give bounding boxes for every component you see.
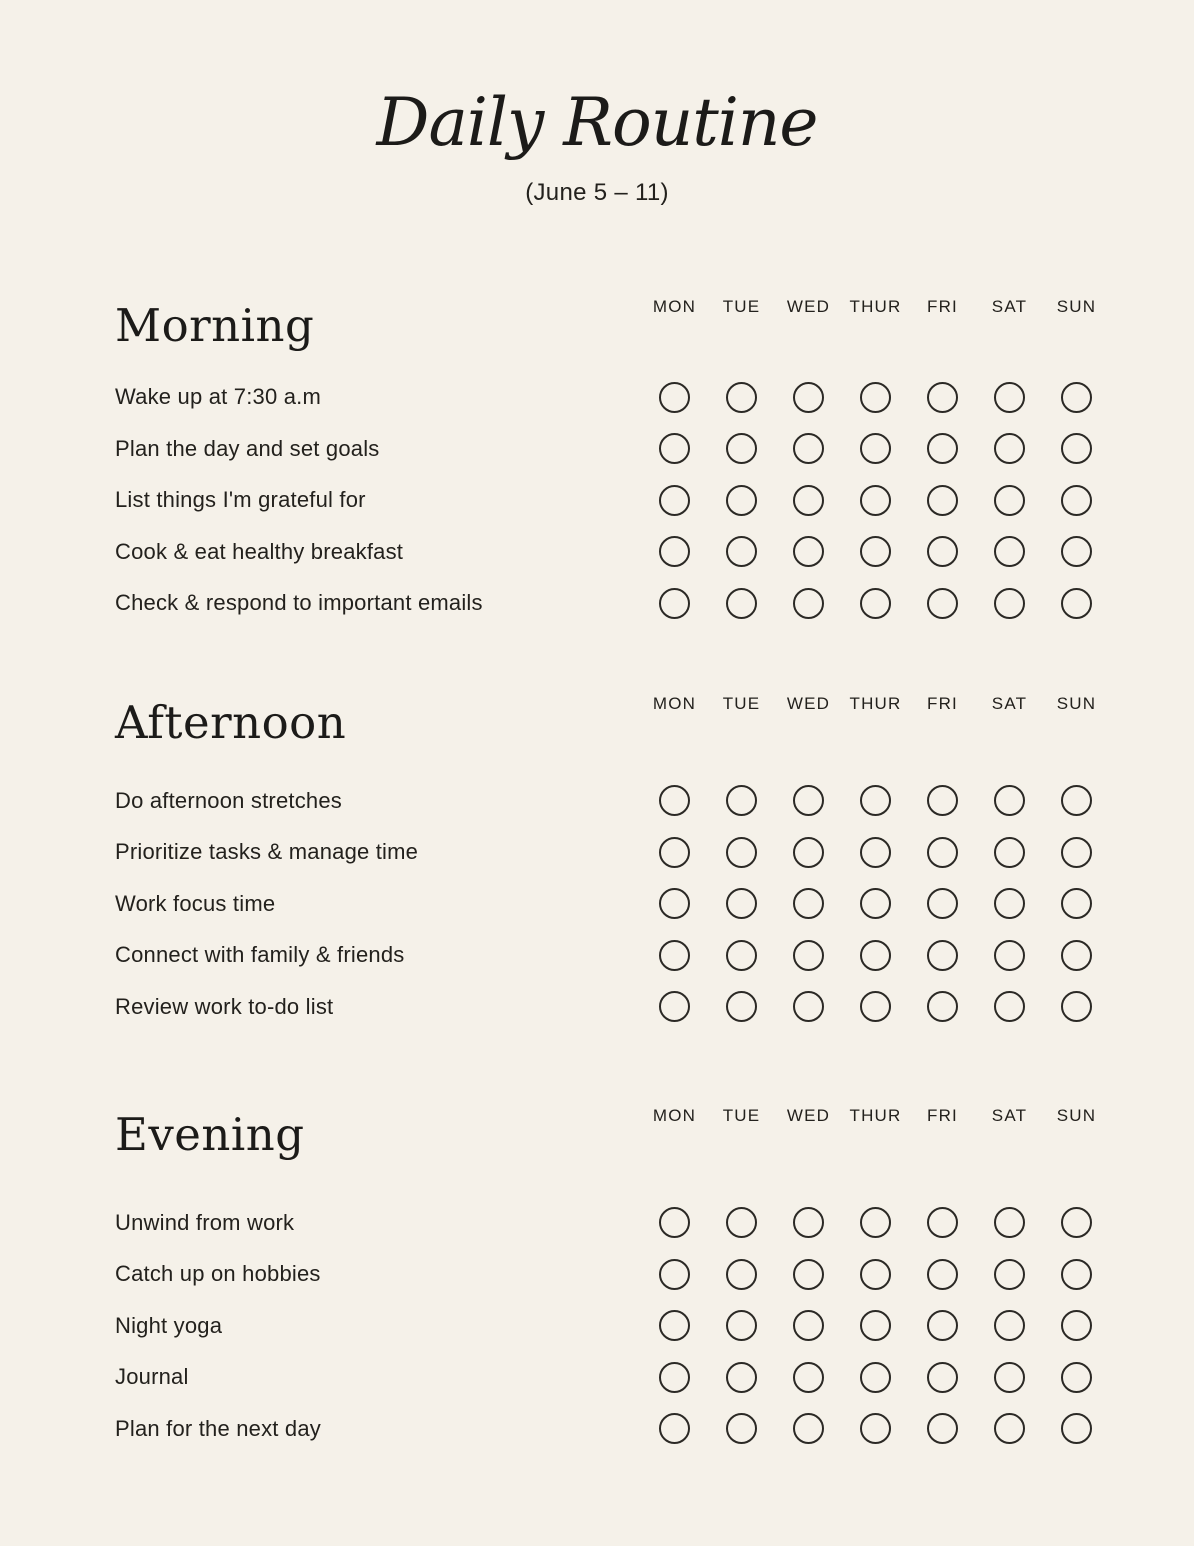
checkbox-grid bbox=[641, 837, 1110, 868]
checkbox-cell bbox=[1043, 536, 1110, 567]
day-checkbox-circle[interactable] bbox=[726, 991, 757, 1022]
checkbox-grid bbox=[641, 588, 1110, 619]
task-row bbox=[115, 526, 1110, 578]
checkbox-grid bbox=[641, 536, 1110, 567]
day-checkbox-circle[interactable] bbox=[726, 1310, 757, 1341]
day-checkbox-circle[interactable] bbox=[927, 588, 958, 619]
checkbox-cell bbox=[909, 940, 976, 971]
day-checkbox-circle[interactable] bbox=[793, 837, 824, 868]
checkbox-cell bbox=[775, 1362, 842, 1393]
day-checkbox-circle[interactable] bbox=[994, 785, 1025, 816]
checkbox-grid bbox=[641, 1310, 1110, 1341]
day-checkbox-circle[interactable] bbox=[659, 588, 690, 619]
day-label: SUN bbox=[1056, 296, 1097, 316]
checkbox-cell bbox=[708, 991, 775, 1022]
checkbox-grid bbox=[641, 1413, 1110, 1444]
day-checkbox-circle[interactable] bbox=[1061, 888, 1092, 919]
checkbox-cell bbox=[976, 1259, 1043, 1290]
sections bbox=[0, 295, 1194, 1455]
task-label: Check & respond to important emails bbox=[115, 590, 483, 616]
task-label: Do afternoon stretches bbox=[115, 787, 342, 813]
day-label: SUN bbox=[1056, 694, 1097, 714]
day-checkbox-circle[interactable] bbox=[927, 991, 958, 1022]
section-morning bbox=[115, 295, 1110, 629]
task-label: Plan for the next day bbox=[115, 1415, 321, 1441]
task-row bbox=[115, 372, 1110, 424]
task-label: Plan the day and set goals bbox=[115, 435, 380, 461]
checkbox-cell bbox=[775, 433, 842, 464]
checkbox-cell bbox=[1043, 1362, 1110, 1393]
checkbox-cell bbox=[641, 1362, 708, 1393]
day-checkbox-circle[interactable] bbox=[659, 1207, 690, 1238]
checkbox-cell bbox=[641, 991, 708, 1022]
checkbox-cell bbox=[909, 382, 976, 413]
checkbox-cell bbox=[976, 991, 1043, 1022]
day-checkbox-circle[interactable] bbox=[659, 536, 690, 567]
task-label: List things I'm grateful for bbox=[115, 487, 366, 513]
page-title: Daily Routine bbox=[376, 84, 818, 161]
checkbox-cell bbox=[1043, 991, 1110, 1022]
task-row bbox=[115, 1249, 1110, 1301]
day-checkbox-circle[interactable] bbox=[1061, 536, 1092, 567]
checkbox-cell bbox=[775, 940, 842, 971]
day-checkbox-circle[interactable] bbox=[726, 588, 757, 619]
day-checkbox-circle[interactable] bbox=[726, 382, 757, 413]
checkbox-cell bbox=[909, 1310, 976, 1341]
day-labels-row bbox=[641, 692, 1110, 714]
page-subtitle: (June 5 – 11) bbox=[525, 178, 669, 206]
day-checkbox-circle[interactable] bbox=[659, 1310, 690, 1341]
day-checkbox-circle[interactable] bbox=[659, 485, 690, 516]
checkbox-cell bbox=[775, 1207, 842, 1238]
checkbox-cell bbox=[842, 1362, 909, 1393]
checkbox-cell bbox=[708, 1362, 775, 1393]
task-row bbox=[115, 1403, 1110, 1455]
checkbox-grid bbox=[641, 382, 1110, 413]
checkbox-cell bbox=[1043, 888, 1110, 919]
task-row bbox=[115, 929, 1110, 981]
checkbox-cell bbox=[641, 1310, 708, 1341]
day-checkbox-circle[interactable] bbox=[793, 991, 824, 1022]
day-checkbox-circle[interactable] bbox=[659, 837, 690, 868]
checkbox-cell bbox=[842, 536, 909, 567]
day-checkbox-circle[interactable] bbox=[994, 1310, 1025, 1341]
day-checkbox-circle[interactable] bbox=[793, 485, 824, 516]
day-checkbox-circle[interactable] bbox=[1061, 588, 1092, 619]
day-checkbox-circle[interactable] bbox=[994, 1259, 1025, 1290]
checkbox-cell bbox=[976, 1207, 1043, 1238]
checkbox-cell bbox=[708, 536, 775, 567]
task-row bbox=[115, 475, 1110, 527]
day-checkbox-circle[interactable] bbox=[793, 536, 824, 567]
task-row bbox=[115, 1300, 1110, 1352]
checkbox-cell bbox=[708, 1207, 775, 1238]
checkbox-cell bbox=[909, 991, 976, 1022]
checkbox-cell bbox=[775, 1310, 842, 1341]
day-label: THUR bbox=[849, 296, 902, 316]
day-label: WED bbox=[786, 1106, 831, 1126]
day-checkbox-circle[interactable] bbox=[927, 888, 958, 919]
day-label: MON bbox=[652, 296, 697, 316]
task-row bbox=[115, 981, 1110, 1033]
checkbox-cell bbox=[775, 588, 842, 619]
day-checkbox-circle[interactable] bbox=[793, 785, 824, 816]
day-checkbox-circle[interactable] bbox=[927, 382, 958, 413]
task-label: Catch up on hobbies bbox=[115, 1261, 321, 1287]
day-checkbox-circle[interactable] bbox=[927, 940, 958, 971]
checkbox-cell bbox=[909, 433, 976, 464]
day-checkbox-circle[interactable] bbox=[1061, 991, 1092, 1022]
checkbox-cell bbox=[1043, 1259, 1110, 1290]
day-checkbox-circle[interactable] bbox=[659, 382, 690, 413]
page-header bbox=[0, 85, 1194, 207]
day-checkbox-circle[interactable] bbox=[1061, 837, 1092, 868]
day-checkbox-circle[interactable] bbox=[994, 485, 1025, 516]
day-checkbox-circle[interactable] bbox=[726, 888, 757, 919]
checkbox-cell bbox=[909, 837, 976, 868]
checkbox-cell bbox=[708, 837, 775, 868]
day-label: THUR bbox=[849, 1106, 902, 1126]
day-checkbox-circle[interactable] bbox=[726, 940, 757, 971]
checkbox-grid bbox=[641, 785, 1110, 816]
day-label: SAT bbox=[991, 296, 1028, 316]
day-checkbox-circle[interactable] bbox=[860, 485, 891, 516]
day-checkbox-circle[interactable] bbox=[793, 1259, 824, 1290]
day-labels-row bbox=[641, 1104, 1110, 1126]
day-checkbox-circle[interactable] bbox=[860, 837, 891, 868]
day-checkbox-circle[interactable] bbox=[793, 433, 824, 464]
checkbox-cell bbox=[641, 785, 708, 816]
checkbox-cell bbox=[976, 1310, 1043, 1341]
day-checkbox-circle[interactable] bbox=[726, 1362, 757, 1393]
day-checkbox-circle[interactable] bbox=[860, 1362, 891, 1393]
task-rows bbox=[115, 1197, 1110, 1455]
day-checkbox-circle[interactable] bbox=[1061, 485, 1092, 516]
checkbox-cell bbox=[641, 485, 708, 516]
day-checkbox-circle[interactable] bbox=[860, 785, 891, 816]
checkbox-cell bbox=[1043, 785, 1110, 816]
day-checkbox-circle[interactable] bbox=[860, 588, 891, 619]
day-checkbox-circle[interactable] bbox=[927, 433, 958, 464]
checkbox-cell bbox=[775, 991, 842, 1022]
day-checkbox-circle[interactable] bbox=[659, 1362, 690, 1393]
checkbox-cell bbox=[708, 588, 775, 619]
day-checkbox-circle[interactable] bbox=[793, 588, 824, 619]
checkbox-cell bbox=[909, 1362, 976, 1393]
section-head bbox=[115, 1104, 1110, 1161]
checkbox-cell bbox=[641, 888, 708, 919]
day-label: WED bbox=[786, 694, 831, 714]
day-checkbox-circle[interactable] bbox=[793, 1362, 824, 1393]
day-label: TUE bbox=[722, 296, 761, 316]
day-label: WED bbox=[786, 296, 831, 316]
day-label: TUE bbox=[722, 694, 761, 714]
checkbox-cell bbox=[842, 1413, 909, 1444]
task-label: Cook & eat healthy breakfast bbox=[115, 538, 404, 564]
day-checkbox-circle[interactable] bbox=[1061, 940, 1092, 971]
day-checkbox-circle[interactable] bbox=[1061, 1413, 1092, 1444]
checkbox-cell bbox=[1043, 940, 1110, 971]
day-label: THUR bbox=[849, 694, 902, 714]
day-checkbox-circle[interactable] bbox=[726, 1207, 757, 1238]
checkbox-cell bbox=[842, 1207, 909, 1238]
checkbox-cell bbox=[842, 433, 909, 464]
day-labels-row bbox=[641, 295, 1110, 317]
checkbox-cell bbox=[909, 1259, 976, 1290]
checkbox-cell bbox=[1043, 837, 1110, 868]
day-label: FRI bbox=[927, 1106, 958, 1126]
task-label: Prioritize tasks & manage time bbox=[115, 839, 419, 865]
day-checkbox-circle[interactable] bbox=[860, 1259, 891, 1290]
checkbox-cell bbox=[641, 588, 708, 619]
checkbox-cell bbox=[976, 888, 1043, 919]
day-checkbox-circle[interactable] bbox=[793, 1207, 824, 1238]
day-checkbox-circle[interactable] bbox=[927, 536, 958, 567]
day-checkbox-circle[interactable] bbox=[1061, 433, 1092, 464]
day-checkbox-circle[interactable] bbox=[994, 1207, 1025, 1238]
checkbox-cell bbox=[708, 485, 775, 516]
checkbox-cell bbox=[1043, 1207, 1110, 1238]
task-row bbox=[115, 1197, 1110, 1249]
day-checkbox-circle[interactable] bbox=[1061, 785, 1092, 816]
day-checkbox-circle[interactable] bbox=[860, 382, 891, 413]
checkbox-cell bbox=[842, 1310, 909, 1341]
task-label: Unwind from work bbox=[115, 1209, 295, 1235]
day-checkbox-circle[interactable] bbox=[793, 940, 824, 971]
checkbox-cell bbox=[641, 536, 708, 567]
checkbox-cell bbox=[976, 837, 1043, 868]
day-checkbox-circle[interactable] bbox=[994, 991, 1025, 1022]
day-checkbox-circle[interactable] bbox=[726, 536, 757, 567]
checkbox-cell bbox=[909, 485, 976, 516]
checkbox-cell bbox=[775, 1259, 842, 1290]
day-checkbox-circle[interactable] bbox=[1061, 1310, 1092, 1341]
checkbox-cell bbox=[976, 536, 1043, 567]
checkbox-cell bbox=[641, 940, 708, 971]
checkbox-grid bbox=[641, 1362, 1110, 1393]
day-checkbox-circle[interactable] bbox=[726, 485, 757, 516]
day-checkbox-circle[interactable] bbox=[860, 1310, 891, 1341]
day-checkbox-circle[interactable] bbox=[927, 485, 958, 516]
checkbox-cell bbox=[842, 382, 909, 413]
checkbox-cell bbox=[641, 382, 708, 413]
checkbox-cell bbox=[708, 1413, 775, 1444]
day-checkbox-circle[interactable] bbox=[1061, 1259, 1092, 1290]
day-checkbox-circle[interactable] bbox=[726, 785, 757, 816]
day-checkbox-circle[interactable] bbox=[793, 1310, 824, 1341]
checkbox-cell bbox=[976, 1413, 1043, 1444]
day-label: SUN bbox=[1056, 1106, 1097, 1126]
task-label: Wake up at 7:30 a.m bbox=[115, 384, 321, 410]
checkbox-grid bbox=[641, 1207, 1110, 1238]
checkbox-cell bbox=[1043, 485, 1110, 516]
checkbox-grid bbox=[641, 888, 1110, 919]
task-row bbox=[115, 878, 1110, 930]
day-label: MON bbox=[652, 1106, 697, 1126]
day-checkbox-circle[interactable] bbox=[659, 1413, 690, 1444]
day-checkbox-circle[interactable] bbox=[659, 940, 690, 971]
day-checkbox-circle[interactable] bbox=[860, 888, 891, 919]
checkbox-cell bbox=[842, 588, 909, 619]
checkbox-cell bbox=[775, 382, 842, 413]
checkbox-cell bbox=[641, 1207, 708, 1238]
checkbox-cell bbox=[775, 485, 842, 516]
day-checkbox-circle[interactable] bbox=[793, 888, 824, 919]
checkbox-cell bbox=[641, 1259, 708, 1290]
section-title: Evening bbox=[115, 1108, 305, 1162]
day-checkbox-circle[interactable] bbox=[994, 1362, 1025, 1393]
day-checkbox-circle[interactable] bbox=[860, 991, 891, 1022]
section-head bbox=[115, 295, 1110, 352]
checkbox-cell bbox=[976, 382, 1043, 413]
checkbox-cell bbox=[842, 940, 909, 971]
day-checkbox-circle[interactable] bbox=[1061, 382, 1092, 413]
task-label: Review work to-do list bbox=[115, 993, 334, 1019]
day-checkbox-circle[interactable] bbox=[860, 1207, 891, 1238]
checkbox-cell bbox=[909, 785, 976, 816]
checkbox-cell bbox=[775, 536, 842, 567]
task-label: Work focus time bbox=[115, 890, 276, 916]
day-checkbox-circle[interactable] bbox=[994, 536, 1025, 567]
day-checkbox-circle[interactable] bbox=[994, 888, 1025, 919]
day-checkbox-circle[interactable] bbox=[927, 837, 958, 868]
task-rows bbox=[115, 775, 1110, 1033]
task-row bbox=[115, 578, 1110, 630]
day-checkbox-circle[interactable] bbox=[1061, 1362, 1092, 1393]
checkbox-cell bbox=[1043, 1413, 1110, 1444]
task-label: Connect with family & friends bbox=[115, 942, 405, 968]
checkbox-cell bbox=[842, 991, 909, 1022]
checkbox-cell bbox=[708, 1259, 775, 1290]
checkbox-cell bbox=[909, 536, 976, 567]
day-checkbox-circle[interactable] bbox=[793, 1413, 824, 1444]
checkbox-cell bbox=[976, 785, 1043, 816]
task-row bbox=[115, 775, 1110, 827]
day-checkbox-circle[interactable] bbox=[927, 1362, 958, 1393]
section-title: Morning bbox=[115, 298, 315, 352]
day-checkbox-circle[interactable] bbox=[860, 536, 891, 567]
checkbox-cell bbox=[976, 588, 1043, 619]
day-checkbox-circle[interactable] bbox=[659, 433, 690, 464]
task-rows bbox=[115, 372, 1110, 630]
checkbox-grid bbox=[641, 485, 1110, 516]
day-checkbox-circle[interactable] bbox=[994, 837, 1025, 868]
day-checkbox-circle[interactable] bbox=[994, 433, 1025, 464]
day-checkbox-circle[interactable] bbox=[927, 1259, 958, 1290]
checkbox-cell bbox=[909, 1207, 976, 1238]
day-label: TUE bbox=[722, 1106, 761, 1126]
checkbox-cell bbox=[976, 433, 1043, 464]
checkbox-cell bbox=[708, 940, 775, 971]
day-label: SAT bbox=[991, 1106, 1028, 1126]
day-checkbox-circle[interactable] bbox=[860, 940, 891, 971]
checkbox-cell bbox=[708, 433, 775, 464]
checkbox-grid bbox=[641, 1259, 1110, 1290]
day-checkbox-circle[interactable] bbox=[659, 991, 690, 1022]
day-checkbox-circle[interactable] bbox=[726, 837, 757, 868]
day-checkbox-circle[interactable] bbox=[1061, 1207, 1092, 1238]
day-checkbox-circle[interactable] bbox=[726, 433, 757, 464]
checkbox-cell bbox=[1043, 1310, 1110, 1341]
day-checkbox-circle[interactable] bbox=[793, 382, 824, 413]
day-label: SAT bbox=[991, 694, 1028, 714]
checkbox-cell bbox=[708, 382, 775, 413]
checkbox-cell bbox=[842, 1259, 909, 1290]
checkbox-cell bbox=[909, 888, 976, 919]
checkbox-cell bbox=[708, 1310, 775, 1341]
checkbox-cell bbox=[641, 1413, 708, 1444]
day-checkbox-circle[interactable] bbox=[860, 1413, 891, 1444]
checkbox-cell bbox=[842, 485, 909, 516]
day-checkbox-circle[interactable] bbox=[994, 588, 1025, 619]
checkbox-cell bbox=[775, 888, 842, 919]
checkbox-cell bbox=[775, 785, 842, 816]
checkbox-cell bbox=[909, 588, 976, 619]
checkbox-cell bbox=[909, 1413, 976, 1444]
checkbox-cell bbox=[708, 785, 775, 816]
day-checkbox-circle[interactable] bbox=[994, 382, 1025, 413]
checkbox-cell bbox=[842, 888, 909, 919]
section-head bbox=[115, 692, 1110, 749]
day-label: FRI bbox=[927, 296, 958, 316]
day-label: FRI bbox=[927, 694, 958, 714]
day-checkbox-circle[interactable] bbox=[860, 433, 891, 464]
day-checkbox-circle[interactable] bbox=[659, 888, 690, 919]
task-label: Night yoga bbox=[115, 1312, 223, 1338]
day-checkbox-circle[interactable] bbox=[659, 785, 690, 816]
checkbox-grid bbox=[641, 433, 1110, 464]
day-checkbox-circle[interactable] bbox=[927, 1207, 958, 1238]
checkbox-cell bbox=[775, 837, 842, 868]
checkbox-cell bbox=[976, 485, 1043, 516]
task-label: Journal bbox=[115, 1364, 189, 1390]
checkbox-cell bbox=[1043, 433, 1110, 464]
day-checkbox-circle[interactable] bbox=[659, 1259, 690, 1290]
day-checkbox-circle[interactable] bbox=[927, 785, 958, 816]
checkbox-grid bbox=[641, 991, 1110, 1022]
checkbox-cell bbox=[842, 785, 909, 816]
section-title: Afternoon bbox=[115, 696, 347, 750]
day-label: MON bbox=[652, 694, 697, 714]
checkbox-cell bbox=[976, 940, 1043, 971]
task-row bbox=[115, 826, 1110, 878]
checkbox-cell bbox=[775, 1413, 842, 1444]
checkbox-cell bbox=[842, 837, 909, 868]
day-checkbox-circle[interactable] bbox=[726, 1259, 757, 1290]
checkbox-cell bbox=[1043, 382, 1110, 413]
task-row bbox=[115, 423, 1110, 475]
checkbox-cell bbox=[976, 1362, 1043, 1393]
section-afternoon bbox=[115, 692, 1110, 1032]
day-checkbox-circle[interactable] bbox=[726, 1413, 757, 1444]
checkbox-cell bbox=[641, 837, 708, 868]
day-checkbox-circle[interactable] bbox=[994, 940, 1025, 971]
day-checkbox-circle[interactable] bbox=[927, 1413, 958, 1444]
task-row bbox=[115, 1352, 1110, 1404]
day-checkbox-circle[interactable] bbox=[994, 1413, 1025, 1444]
checkbox-grid bbox=[641, 940, 1110, 971]
section-evening bbox=[115, 1104, 1110, 1454]
checkbox-cell bbox=[1043, 588, 1110, 619]
checkbox-cell bbox=[641, 433, 708, 464]
checkbox-cell bbox=[708, 888, 775, 919]
day-checkbox-circle[interactable] bbox=[927, 1310, 958, 1341]
